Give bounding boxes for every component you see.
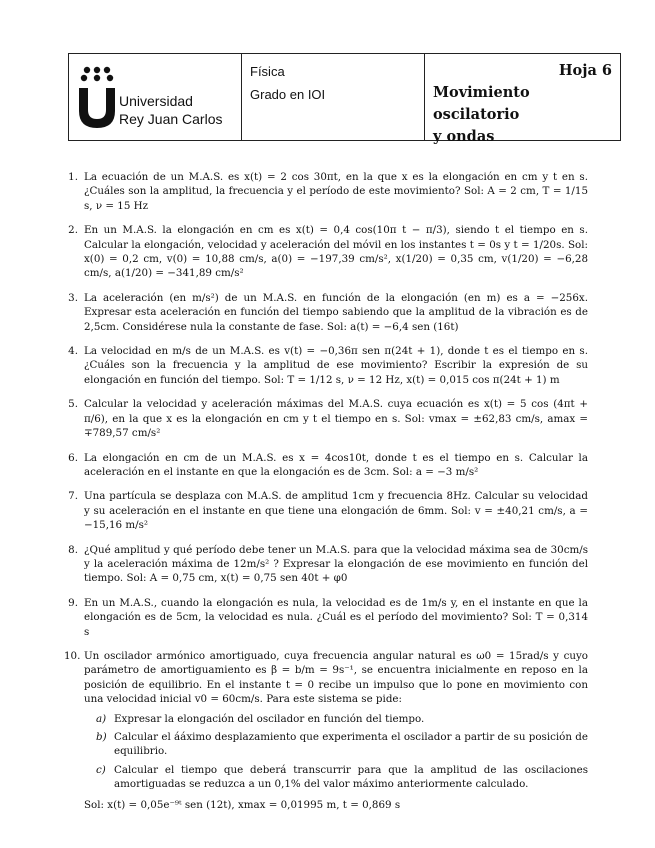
sheet-header [68, 53, 621, 145]
university-name [119, 92, 223, 128]
problem-number: 6. [68, 451, 78, 464]
subitem-label: a) [96, 712, 107, 725]
problem-solution: Sol: x(t) = 0,05e⁻⁹ᵗ sen (12t), xmax = 0,01995 m, t = 0,869 s [84, 798, 401, 811]
problem-text: La aceleración (en m/s²) de un M.A.S. en función de la elongación (en m) es a = −256x. Expresar esta aceleración en función del tiempo sabiendo que la amplitud de la vibración es de 2,5cm. Considérese nula la constante de fase. Sol: a(t) = −6,4 sen (16t) [84, 291, 588, 333]
problem-item [64, 596, 588, 639]
problem-number: 1. [68, 171, 78, 183]
subitem [96, 712, 588, 726]
course-info [242, 54, 425, 140]
subitem-label: c) [96, 763, 106, 776]
subitem-text: Expresar la elongación del oscilador en función del tiempo. [114, 712, 425, 725]
problem-number: 9. [68, 596, 78, 609]
problem-item [64, 397, 588, 440]
problem-item [64, 451, 588, 480]
problem-item [64, 344, 588, 387]
problem-list [64, 170, 588, 822]
problem-text: En un M.A.S., cuando la elongación es nula, la velocidad es de 1m/s y, en el instante en que la elongación es de 5cm, la velocidad es nula. ¿Cuál es el período del movimiento? Sol: T = 0,314 s [84, 596, 588, 638]
sheet-number: Hoja 6 [558, 62, 612, 79]
degree-label: Grado en IOI [250, 87, 326, 102]
sheet-title-block [425, 54, 620, 145]
problem-text: La velocidad en m/s de un M.A.S. es v(t) = −0,36π sen π(24t + 1), donde t es el tiempo en s. ¿Cuáles son la frecuencia y la amplitud de ese movimiento? Escribir la expresión de su elongación en función del tiempo. Sol: T = 1/12 s, ν = 12 Hz, x(t) = 0,015 cos π(24t + 1) m [84, 345, 588, 386]
problem-text: Calcular la velocidad y aceleración máximas del M.A.S. cuya ecuación es x(t) = 5 cos (4πt + π/6), en la que x es la elongación en cm y t el tiempo en s. Sol: vmax = ±62,83 cm/s, amax = ∓789,57 cm/s² [84, 398, 588, 440]
problem-item [64, 291, 588, 334]
problem-item [64, 543, 588, 586]
problem-number: 4. [68, 345, 78, 358]
problem-item [64, 170, 588, 213]
subject-label: Física [250, 64, 285, 79]
problem-text: Un oscilador armónico amortiguado, cuya frecuencia angular natural es ω0 = 15rad/s y cuyo parámetro de amortiguamiento es β = b/m = 9s⁻¹, se encuentra inicialmente en reposo en la posición de equilibrio. En el instante t = 0 recibe un impulso que lo pone en movimiento con una velocidad inicial v0 = 60cm/s. Para este sistema se pide: [84, 649, 588, 706]
subitem-list [84, 712, 588, 792]
problem-number: 10. [64, 649, 81, 662]
problem-text: La ecuación de un M.A.S. es x(t) = 2 cos 30πt, en la que x es la elongación en cm y t en s. ¿Cuáles son la amplitud, la frecuencia y el período de este movimiento? Sol: A = 2 cm, T = 1/15 s, ν = 15 Hz [84, 171, 588, 212]
problem-text: ¿Qué amplitud y qué período debe tener un M.A.S. para que la velocidad máxima sea de 30cm/s y la aceleración máxima de 12m/s² ? Expresar la elongación de ese movimiento en función del tiempo. Sol: A = 0,75 cm, x(t) = 0,75 sen 40t + φ0 [84, 543, 588, 585]
sheet-title-line1: Movimiento oscilatorio [433, 84, 530, 123]
problem-item [64, 489, 588, 532]
problem-item [64, 649, 588, 812]
problem-text: Una partícula se desplaza con M.A.S. de amplitud 1cm y frecuencia 8Hz. Calcular su velocidad y su aceleración en el instante en que tiene una elongación de 6mm. Sol: v = ±40,21 cm/s, a = −15,16 m/s² [84, 490, 588, 532]
problem-number: 2. [68, 224, 78, 237]
problem-item [64, 223, 588, 281]
sheet-title-line2: y ondas [433, 128, 495, 145]
subitem-text: Calcular el ááximo desplazamiento que experimenta el oscilador a partir de su posición de equilibrio. [114, 731, 588, 758]
problem-number: 5. [68, 398, 78, 411]
subitem [96, 763, 588, 792]
problem-number: 8. [68, 543, 78, 556]
university-logo [69, 54, 242, 140]
problem-number: 7. [68, 490, 78, 503]
problem-number: 3. [68, 291, 78, 304]
subitem-label: b) [96, 731, 107, 743]
subitem-text: Calcular el tiempo que deberá transcurrir para que la amplitud de las oscilaciones amortiguadas se reduzca a un 0,1% del valor máximo anteriormente calculado. [114, 763, 588, 791]
subitem [96, 730, 588, 759]
university-name-line2: Rey Juan Carlos [119, 111, 223, 127]
problem-text: En un M.A.S. la elongación en cm es x(t) = 0,4 cos(10π t − π/3), siendo t el tiempo en s. Calcular la elongación, velocidad y aceleración del móvil en los instantes t = 0s y t = 1/20s. Sol: x(0) = 0,2 cm, v(0) = 10,88 cm/s, a(0) = −197,39 cm/s², x(1/20) = 0,35 cm, v(1/20) = −6,28 cm/s, a(1/20) = −341,89 cm/s² [84, 224, 588, 280]
university-name-line1: Universidad [119, 93, 193, 109]
urjc-crown-icon [75, 66, 119, 130]
problem-text: La elongación en cm de un M.A.S. es x = 4cos10t, donde t es el tiempo en s. Calcular la aceleración en el instante en que la elongación es de 3cm. Sol: a = −3 m/s² [84, 451, 588, 478]
